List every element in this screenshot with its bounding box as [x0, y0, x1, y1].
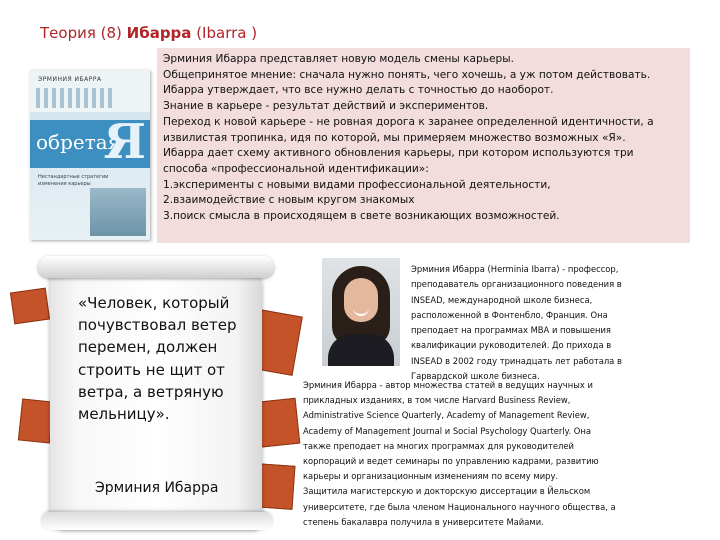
- bio-line: также преподает на многих программах для руководителей: [303, 440, 574, 451]
- bio-line: Administrative Science Quarterly, Academy of Management Review,: [303, 410, 590, 421]
- bio-line: университете, где была членом Национального научного общества, а: [303, 501, 616, 512]
- slide-title: [40, 24, 257, 42]
- bio-line: INSEAD в 2002 году тринадцать лет работала в: [411, 355, 622, 366]
- bio-line: преподает на программах MBA и повышения: [411, 325, 611, 336]
- bio-line: корпораций и ведет семинары по управлению кадрами, развитию: [303, 456, 599, 467]
- book-cover-image: [30, 70, 150, 240]
- brick-fragment: [18, 398, 54, 443]
- bio-line: Защитила магистерскую и докторскую диссертации в Йельском: [303, 486, 591, 497]
- info-line: Знание в карьере - результат действий и экспериментов.: [163, 100, 489, 113]
- book-pattern: [36, 88, 116, 108]
- info-line: 3.поиск смысла в происходящем в свете возникающих возможностей.: [163, 210, 560, 223]
- bio-short: [411, 262, 701, 384]
- bio-line: расположенной в Фонтенбло, Франция. Она: [411, 309, 608, 320]
- book-photo: [90, 188, 146, 236]
- info-line: 2.взаимодействие с новым кругом знакомых: [163, 194, 415, 207]
- title-name: Ибарра: [126, 24, 192, 42]
- brick-fragment: [10, 288, 50, 325]
- bio-line: прикладных изданиях, в том числе Harvard Business Review,: [303, 395, 571, 406]
- bio-long: [303, 378, 703, 530]
- book-title-letter: Я: [103, 114, 146, 170]
- bio-line: квалификации руководителей. До прихода в: [411, 340, 612, 351]
- bio-line: INSEAD, международной школе бизнеса,: [411, 294, 593, 305]
- title-suffix: (Ibarra ): [196, 24, 258, 42]
- bio-line: Эрминия Ибарра - автор множества статей в ведущих научных и: [303, 380, 593, 390]
- info-line: Переход к новой карьере - не ровная дорога к заранее определенной идентичности, а: [163, 115, 654, 128]
- quote-text: «Человек, который почувствовал ветер перемен, должен строить не щит от ветра, а ветряную мельницу».: [78, 294, 237, 424]
- bio-line: Academy of Management Journal и Social Psychology Quarterly. Она: [303, 425, 591, 436]
- info-line: способа «профессиональной идентификации»:: [163, 162, 429, 175]
- info-line: Ибарра утверждает, что все нужно делать с точностью до наоборот.: [163, 84, 554, 97]
- book-author: ЭРМИНИЯ ИБАРРА: [38, 76, 102, 83]
- bio-line: преподаватель организационного поведения в: [411, 279, 622, 290]
- bio-line: Гарвардской школе бизнеса.: [411, 371, 540, 382]
- bio-line: Эрминия Ибарра (Herminia Ibarra) - профессор,: [411, 264, 619, 274]
- scroll-roll-top: [38, 256, 274, 278]
- scroll-roll-bottom: [42, 512, 272, 530]
- book-title-band: [30, 114, 150, 170]
- bio-line: степень бакалавра получила в университете Майами.: [303, 516, 544, 527]
- info-line: 1.эксперименты с новыми видами профессиональной деятельности,: [163, 178, 551, 191]
- author-portrait: [322, 258, 400, 366]
- theory-info-box: [157, 48, 690, 243]
- info-line: извилистая тропинка, идя по которой, мы примеряем множество возможных «Я».: [163, 131, 626, 144]
- info-line: Общепринятое мнение: сначала нужно понять, чего хочешь, а уж потом действовать.: [163, 68, 651, 81]
- title-prefix: Теория (8): [40, 24, 122, 42]
- book-subtitle: Нестандартные стратегии изменения карьеры: [38, 174, 109, 187]
- bio-line: карьеры и организационным изменениям по всему миру.: [303, 471, 559, 482]
- book-title-word: обретая: [36, 130, 121, 154]
- quote-author: Эрминия Ибарра: [95, 480, 219, 496]
- portrait-body: [328, 334, 394, 366]
- info-line: Эрминия Ибарра представляет новую модель смены карьеры.: [163, 53, 514, 65]
- info-line: Ибарра дает схему активного обновления карьеры, при котором используются три: [163, 147, 634, 160]
